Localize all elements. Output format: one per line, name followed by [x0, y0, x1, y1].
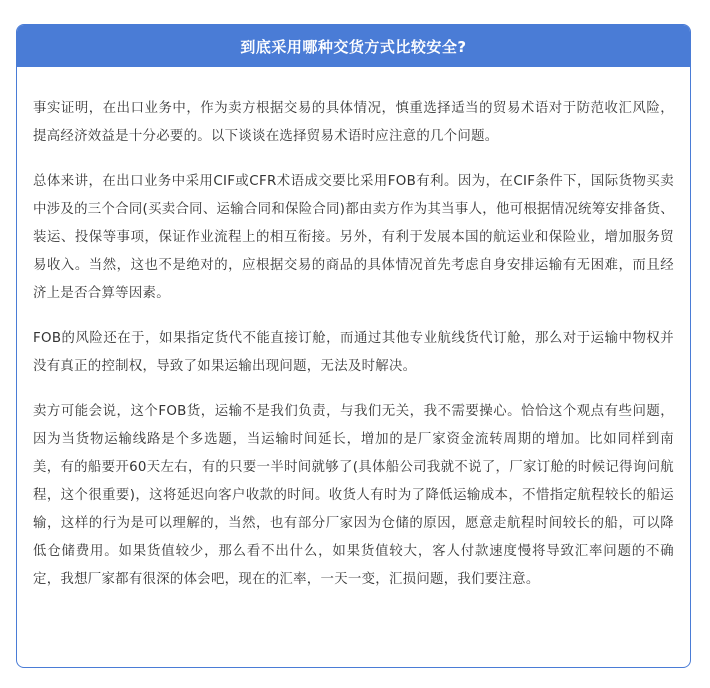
paragraph: 总体来讲，在出口业务中采用CIF或CFR术语成交要比采用FOB有利。因为，在CIF条件下，国际货物买卖中涉及的三个合同(买卖合同、运输合同和保险合同)都由卖方作为其当事人，他可根据情况统筹安排备货、装运、投保等事项，保证作业流程上的相互衔接。另外，有利于发展本国的航运业和保险业，增加服务贸易收入。当然，这也不是绝对的，应根据交易的商品的具体情况首先考虑自身安排运输有无困难，而且经济上是否合算等因素。 — [33, 174, 674, 301]
paragraph: 卖方可能会说，这个FOB货，运输不是我们负责，与我们无关，我不需要操心。恰恰这个观点有些问题，因为当货物运输线路是个多选题，当运输时间延长，增加的是厂家资金流转周期的增加。比如同样到南美，有的船要开60天左右，有的只要一半时间就够了(具体船公司我就不说了，厂家订舱的时候记得询问航程，这个很重要)，这将延迟向客户收款的时间。收货人有时为了降低运输成本，不惜指定航程较长的船运输，这样的行为是可以理解的，当然，也有部分厂家因为仓储的原因，愿意走航程时间较长的船，可以降低仓储费用。如果货值较少，那么看不出什么，如果货值较大，客人付款速度慢将导致汇率问题的不确定，我想厂家都有很深的体会吧，现在的汇率，一天一变，汇损问题，我们要注意。 — [33, 404, 674, 587]
article-card — [16, 24, 691, 668]
paragraph: FOB的风险还在于，如果指定货代不能直接订舱，而通过其他专业航线货代订舱，那么对于运输中物权并没有真正的控制权，导致了如果运输出现问题，无法及时解决。 — [33, 331, 674, 374]
paragraph: 事实证明，在出口业务中，作为卖方根据交易的具体情况，慎重选择适当的贸易术语对于防范收汇风险，提高经济效益是十分必要的。以下谈谈在选择贸易术语时应注意的几个问题。 — [33, 101, 674, 144]
card-title: 到底采用哪种交货方式比较安全? — [17, 25, 690, 67]
card-body — [17, 67, 690, 594]
